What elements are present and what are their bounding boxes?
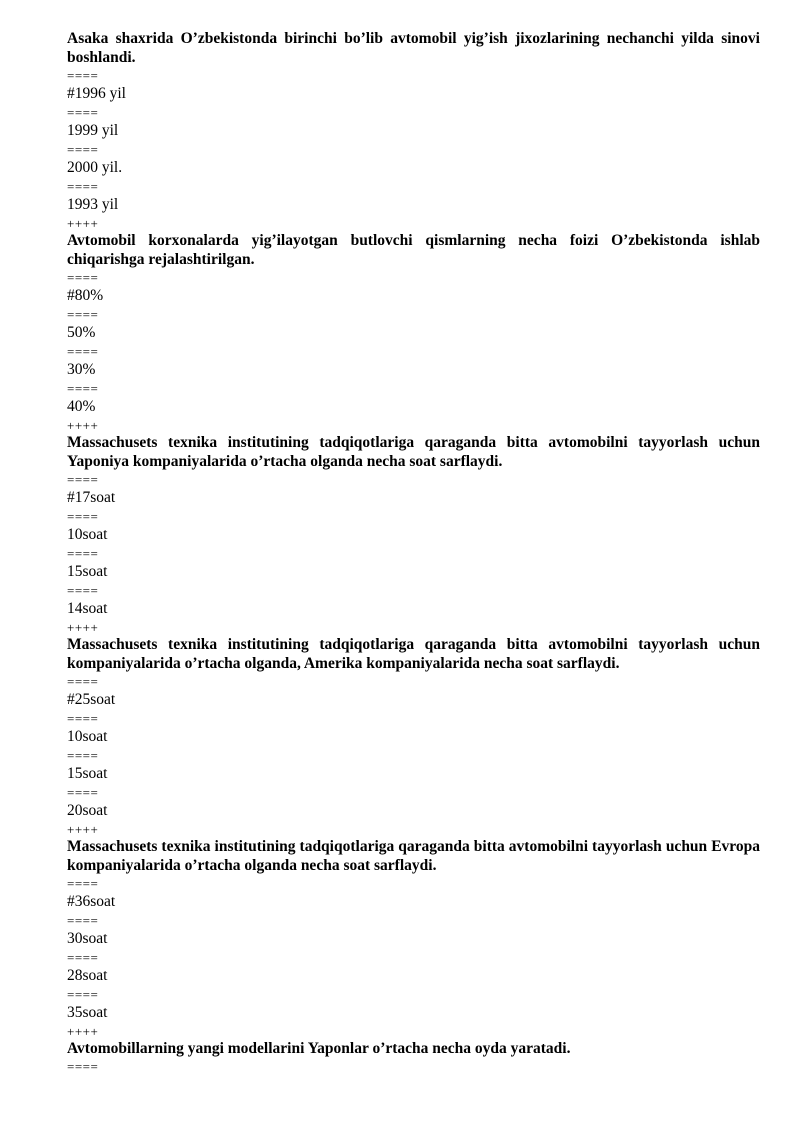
answer-option: 10soat [67, 526, 108, 543]
option-separator: ==== [67, 748, 99, 763]
question-block [67, 837, 760, 1039]
answer-option: 20soat [67, 802, 108, 819]
option-separator: ==== [67, 876, 99, 891]
answer-option: 50% [67, 324, 96, 341]
option-separator: ==== [67, 179, 99, 194]
block-separator: ++++ [67, 822, 99, 837]
option-separator: ==== [67, 344, 99, 359]
answer-option-correct: #1996 yil [67, 85, 126, 102]
question-text: Massachusets texnika institutining tadqiqotlariga qaraganda bitta avtomobilni tayyorlash uchun kompaniyalarida o’rtacha olganda, Amerika kompaniyalarida necha soat sarflaydi. [67, 636, 760, 672]
option-separator: ==== [67, 472, 99, 487]
answer-option: 2000 yil. [67, 159, 123, 176]
option-separator: ==== [67, 68, 99, 83]
question-text: Massachusets texnika institutining tadqiqotlariga qaraganda bitta avtomobilni tayyorlash uchun Evropa kompaniyalarida o’rtacha olganda necha soat sarflaydi. [67, 838, 760, 874]
option-separator: ==== [67, 950, 99, 965]
block-separator: ++++ [67, 620, 99, 635]
answer-option-correct: #80% [67, 287, 104, 304]
question-block [67, 29, 760, 231]
option-separator: ==== [67, 307, 99, 322]
answer-option: 30soat [67, 930, 108, 947]
question-text: Massachusets texnika institutining tadqiqotlariga qaraganda bitta avtomobilni tayyorlash uchun Yaponiya kompaniyalarida o’rtacha olganda necha soat sarflaydi. [67, 434, 760, 470]
answer-option: 28soat [67, 967, 108, 984]
answer-option: 40% [67, 398, 96, 415]
option-separator: ==== [67, 583, 99, 598]
answer-option: 14soat [67, 600, 108, 617]
question-block [67, 433, 760, 635]
option-separator: ==== [67, 785, 99, 800]
option-separator: ==== [67, 674, 99, 689]
answer-option: 1993 yil [67, 196, 119, 213]
option-separator: ==== [67, 270, 99, 285]
option-separator: ==== [67, 509, 99, 524]
option-separator: ==== [67, 913, 99, 928]
answer-option: 10soat [67, 728, 108, 745]
answer-option-correct: #36soat [67, 893, 116, 910]
answer-option-correct: #17soat [67, 489, 116, 506]
answer-option: 1999 yil [67, 122, 119, 139]
document-page [67, 29, 760, 1074]
question-text: Avtomobillarning yangi modellarini Yaponlar o’rtacha necha oyda yaratadi. [67, 1040, 571, 1057]
block-separator: ++++ [67, 1024, 99, 1039]
answer-option: 15soat [67, 563, 108, 580]
block-separator: ++++ [67, 216, 99, 231]
answer-option: 35soat [67, 1004, 108, 1021]
question-block [67, 635, 760, 837]
answer-option: 15soat [67, 765, 108, 782]
option-separator: ==== [67, 105, 99, 120]
answer-option: 30% [67, 361, 96, 378]
option-separator: ==== [67, 381, 99, 396]
block-separator: ++++ [67, 418, 99, 433]
option-separator: ==== [67, 546, 99, 561]
question-text: Avtomobil korxonalarda yig’ilayotgan butlovchi qismlarning necha foizi O’zbekistonda ishlab chiqarishga rejalashtirilgan. [67, 232, 760, 268]
question-block [67, 231, 760, 433]
question-block [67, 1039, 760, 1074]
option-separator: ==== [67, 987, 99, 1002]
option-separator: ==== [67, 711, 99, 726]
option-separator: ==== [67, 1059, 99, 1074]
option-separator: ==== [67, 142, 99, 157]
answer-option-correct: #25soat [67, 691, 116, 708]
question-text: Asaka shaxrida O’zbekistonda birinchi bo’lib avtomobil yig’ish jixozlarining nechanchi yilda sinovi boshlandi. [67, 30, 760, 66]
